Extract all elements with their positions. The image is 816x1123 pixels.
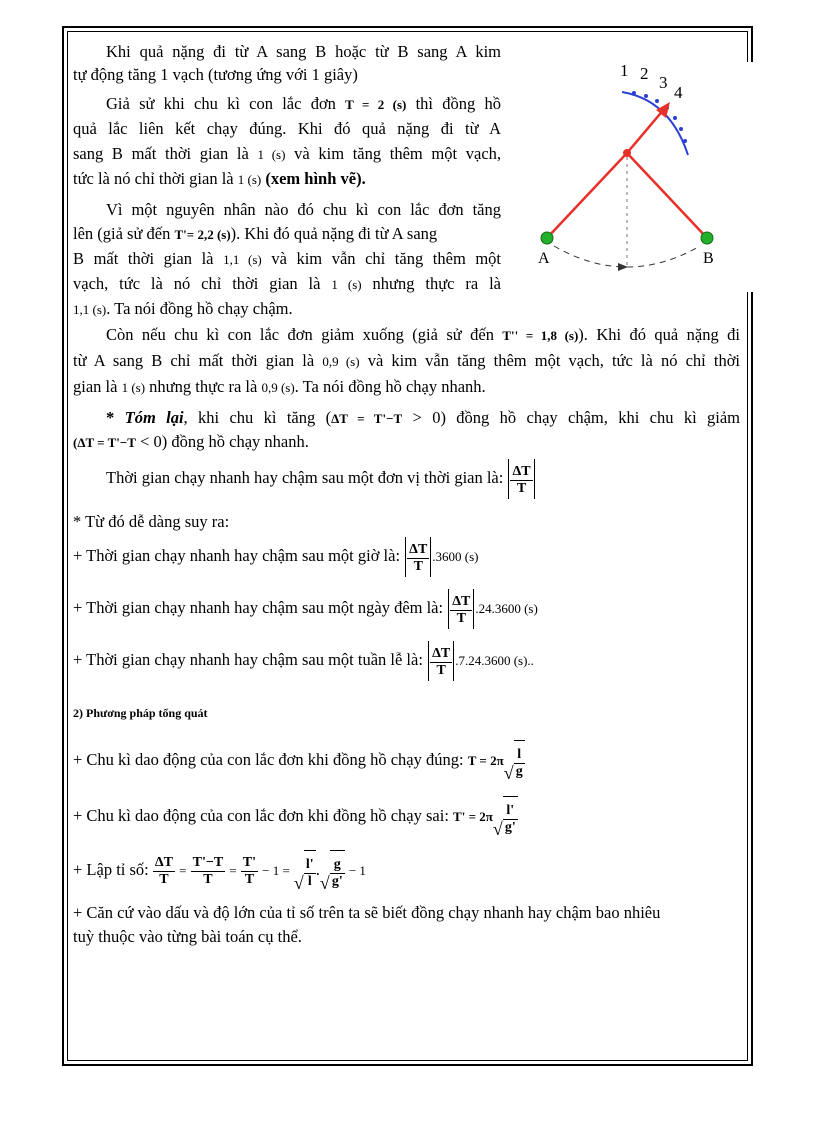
p3-line3: B mất thời gian là 1,1 (s) và kim vẫn chỉ tăng thêm một — [73, 249, 502, 268]
p8-line: + Thời gian chạy nhanh hay chậm sau một giờ là: $\frac{\Delta T}{T}$ .3600 (s) — [73, 537, 479, 577]
bob-a — [541, 232, 553, 244]
p1-line1: Khi quả nặng đi từ A sang B hoặc từ B sang A kim — [106, 42, 501, 61]
p4-line3: gian là 1 (s) nhưng thực ra là 0,9 (s). Ta nói đồng hồ chạy nhanh. — [73, 377, 486, 396]
dial-number-2: 2 — [640, 64, 649, 83]
p11-line: + Chu kì dao động của con lắc đơn khi đồng hồ chạy đúng: T = 2π √ $\frac{l}{g}$ — [73, 740, 525, 782]
p14-line2: tuỳ thuộc vào từng bài toán cụ thể. — [73, 927, 302, 946]
p3-line1: Vì một nguyên nhân nào đó chu kì con lắc đơn tăng — [106, 200, 501, 219]
abs-fraction: $\frac{\Delta T}{T}$ — [508, 459, 534, 499]
p2-line4: tức là nó chỉ thời gian là 1 (s) (xem hình vẽ). — [73, 169, 366, 188]
p6-line: Thời gian chạy nhanh hay chậm sau một đơn vị thời gian là: $\frac{\Delta T}{T}$ — [106, 459, 536, 499]
p5-line1: * Tóm lại, khi chu kì tăng (ΔT = T'−T > 0) đồng hồ chạy chậm, khi chu kì giảm — [106, 408, 740, 427]
p2-line1: Giả sử khi chu kì con lắc đơn T = 2 (s) thì đồng hồ — [106, 94, 502, 113]
p14-line1: + Căn cứ vào dấu và độ lớn của tỉ số trên ta sẽ biết đồng chạy nhanh hay chậm bao nhiêu — [73, 903, 661, 922]
p3-line5: 1,1 (s). Ta nói đồng hồ chạy chậm. — [73, 299, 293, 318]
p7-line: * Từ đó dễ dàng suy ra: — [73, 512, 230, 531]
section-heading: 2) Phương pháp tổng quát — [73, 706, 208, 720]
dial-number-3: 3 — [659, 73, 668, 92]
p2-line2: quả lắc liên kết chạy đúng. Khi đó quả nặng đi từ A — [73, 119, 501, 138]
p3-line4: vạch, tức là nó chỉ thời gian là 1 (s) nhưng thực ra là — [73, 274, 502, 293]
label-b: B — [703, 250, 714, 267]
dial-number-4: 4 — [674, 83, 683, 102]
label-a: A — [538, 250, 550, 267]
p12-line: + Chu kì dao động của con lắc đơn khi đồng hồ chạy sai: T' = 2π √ $\frac{l'}{g'}$ — [73, 796, 518, 838]
p2-line3: sang B mất thời gian là 1 (s) và kim tăng thêm một vạch, — [73, 144, 502, 163]
p4-line1: Còn nếu chu kì con lắc đơn giảm xuống (giả sử đến T'' = 1,8 (s)). Khi đó quả nặng đi — [106, 325, 740, 344]
p13-line: + Lập tỉ số: $\frac{\Delta T}{T}$ = $\frac{T'-T}{T}$ = $\frac{T'}{T}$ − 1 = √ $\frac{l'}{l}$ . √ $\frac{g}{g'}$ − 1 — [73, 850, 366, 892]
p5-line2: (ΔT = T'−T < 0) đồng hồ chạy nhanh. — [73, 432, 309, 451]
p3-line2: lên (giả sử đến T'= 2,2 (s)). Khi đó quả nặng đi từ A sang — [73, 224, 438, 243]
bob-b — [701, 232, 713, 244]
dial-number-1: 1 — [620, 62, 629, 80]
p9-line: + Thời gian chạy nhanh hay chậm sau một ngày đêm là: $\frac{\Delta T}{T}$ .24.3600 (s) — [73, 589, 538, 629]
pendulum-figure — [510, 62, 770, 292]
p1-line2: tự động tăng 1 vạch (tương ứng với 1 giây) — [73, 65, 358, 84]
pivot — [623, 149, 631, 157]
p10-line: + Thời gian chạy nhanh hay chậm sau một tuần lễ là: $\frac{\Delta T}{T}$ .7.24.3600 (s).. — [73, 641, 534, 681]
p4-line2: từ A sang B chỉ mất thời gian là 0,9 (s) và kim vẫn tăng thêm một vạch, tức là nó chỉ thời — [73, 351, 741, 370]
